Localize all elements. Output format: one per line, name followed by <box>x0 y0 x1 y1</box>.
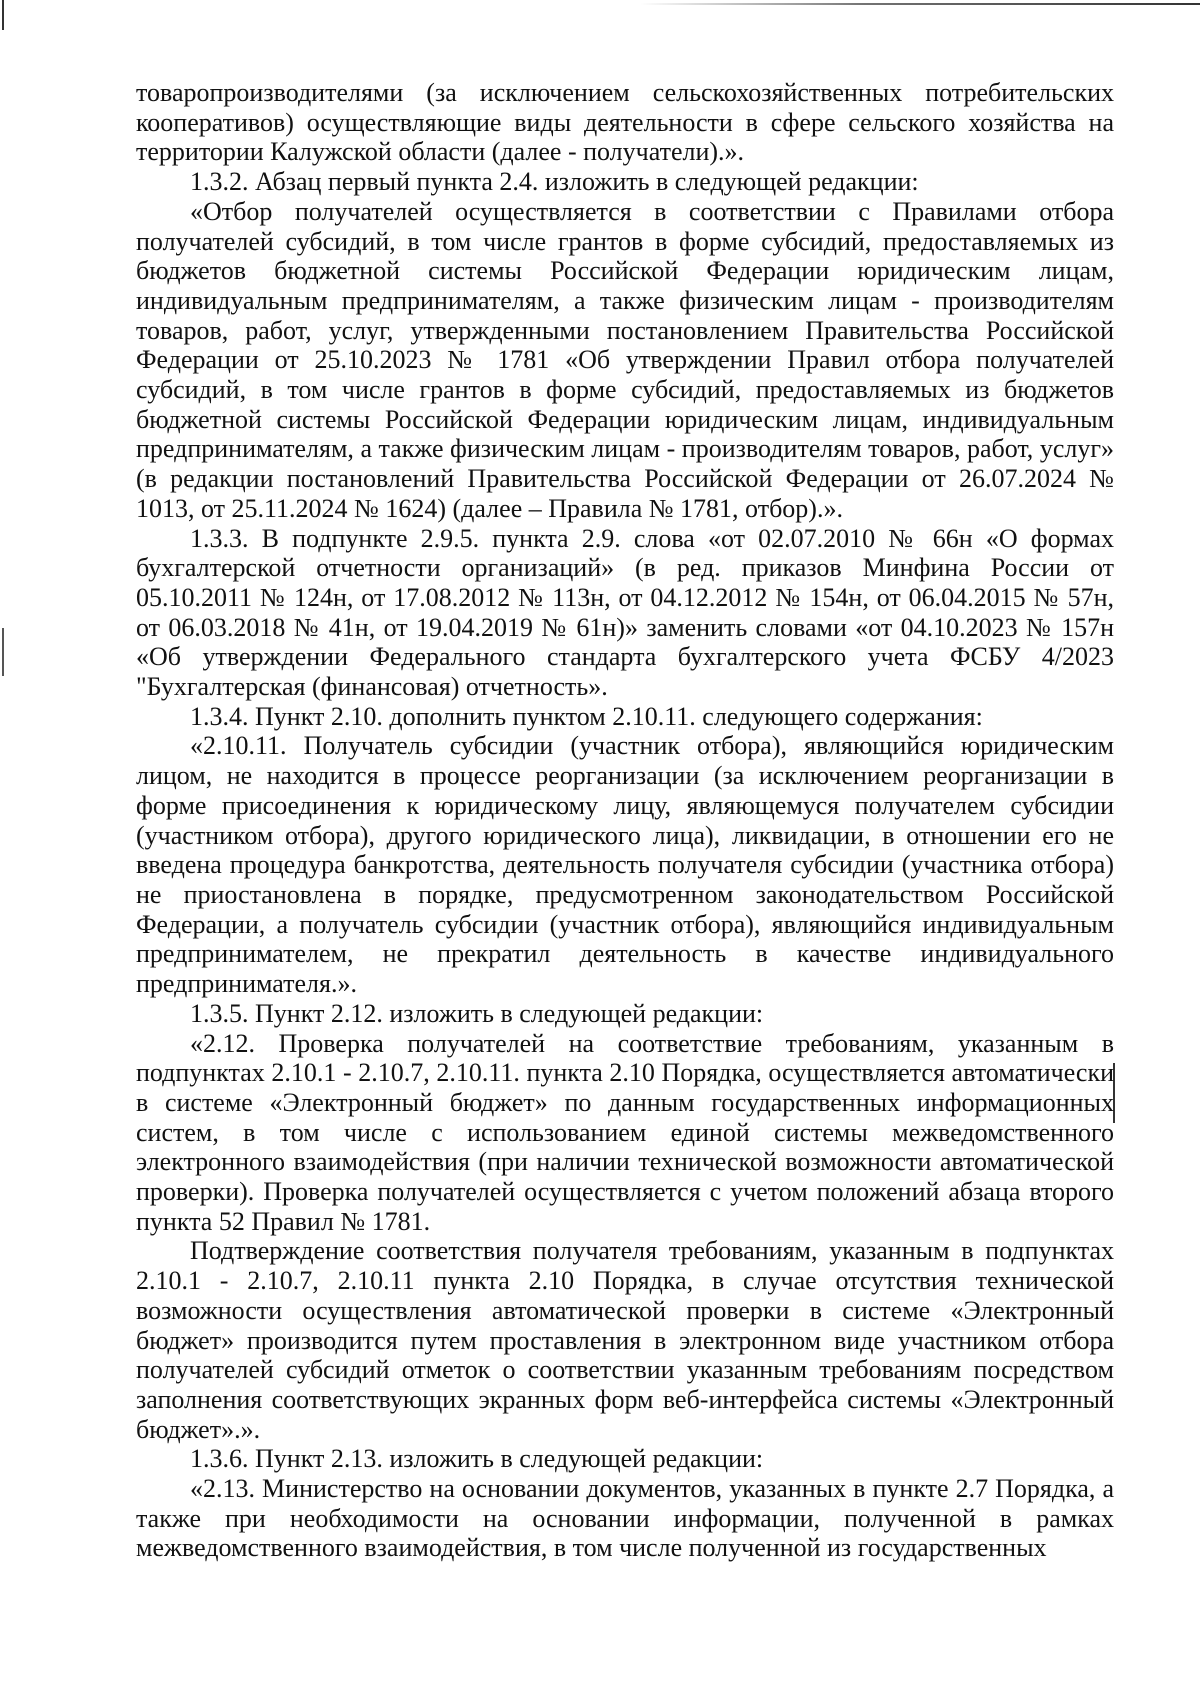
paragraph-item-1-3-3: 1.3.3. В подпункте 2.9.5. пункта 2.9. слова «от 02.07.2010 № 66н «О формах бухгалтерской отчетности организаций» (в ред. приказов Минфина России от 05.10.2011 № 124н, от 17.08.2012 № 113н, от 04.12.2012 № 154н, от 06.04.2015 № 57н, от 06.03.2018 № 41н, от 19.04.2019 № 61н)» заменить словами «от 04.10.2023 № 157н «Об утверждении Федерального стандарта бухгалтерского учета ФСБУ 4/2023 "Бухгалтерская (финансовая) отчетность». <box>136 523 1114 702</box>
paragraph-item-1-3-5: 1.3.5. Пункт 2.12. изложить в следующей редакции: <box>190 998 764 1028</box>
paragraph-item-1-3-4: 1.3.4. Пункт 2.10. дополнить пунктом 2.10.11. следующего содержания: <box>190 701 983 731</box>
scan-margin-mark <box>2 628 4 676</box>
scan-edge-line <box>640 3 1200 5</box>
paragraph-continuation: товаропроизводителями (за исключением сельскохозяйственных потребительских кооперативов) осуществляющие виды деятельности в сфере сельского хозяйства на территории Калужской области (далее - получатели).». <box>136 78 1114 167</box>
scan-margin-mark <box>2 0 4 30</box>
paragraph-quote-2-12: «2.12. Проверка получателей на соответствие требованиям, указанным в подпунктах 2.10.1 - 2.10.7, 2.10.11. пункта 2.10 Порядка, осуществляется автоматически в системе «Электронный бюджет» по данным государственных информационных систем, в том числе с использованием единой системы межведомственного электронного взаимодействия (при наличии технической возможности автоматической проверки). Проверка получателей осуществляется с учетом положений абзаца второго пункта 52 Правил № 1781. <box>136 1028 1114 1236</box>
paragraph-item-1-3-2: 1.3.2. Абзац первый пункта 2.4. изложить в следующей редакции: <box>190 167 919 197</box>
paragraph-item-1-3-6: 1.3.6. Пункт 2.13. изложить в следующей редакции: <box>190 1444 764 1474</box>
paragraph-quote-2-4: «Отбор получателей осуществляется в соответствии с Правилами отбора получателей субсидий, в том числе грантов в форме субсидий, предоставляемых из бюджетов бюджетной системы Российской Федерации юридическим лицам, индивидуальным предпринимателям, а также физическим лицам - производителям товаров, работ, услуг, утвержденными постановлением Правительства Российской Федерации от 25.10.2023 № 1781 «Об утверждении Правил отбора получателей субсидий, в том числе грантов в форме субсидий, предоставляемых из бюджетов бюджетной системы Российской Федерации юридическим лицам, индивидуальным предпринимателям, а также физическим лицам - производителям товаров, работ, услуг» (в редакции постановлений Правительства Российской Федерации от 26.07.2024 № 1013, от 25.11.2024 № 1624) (далее – Правила № 1781, отбор).». <box>136 196 1114 523</box>
document-body <box>136 78 1114 1563</box>
paragraph-quote-2-13: «2.13. Министерство на основании документов, указанных в пункте 2.7 Порядка, а также при необходимости на основании информации, полученной в рамках межведомственного взаимодействия, в том числе полученной из государственных <box>136 1474 1114 1563</box>
paragraph-confirmation: Подтверждение соответствия получателя требованиям, указанным в подпунктах 2.10.1 - 2.10.7, 2.10.11 пункта 2.10 Порядка, в случае отсутствия технической возможности осуществления автоматической проверки в системе «Электронный бюджет» производится путем проставления в электронном виде участником отбора получателей субсидий отметок о соответствии указанным требованиям посредством заполнения соответствующих экранных форм веб-интерфейса системы «Электронный бюджет».». <box>136 1236 1114 1444</box>
paragraph-quote-2-10-11: «2.10.11. Получатель субсидии (участник отбора), являющийся юридическим лицом, не находится в процессе реорганизации (за исключением реорганизации в форме присоединения к юридическому лицу, являющемуся получателем субсидии (участником отбора), другого юридического лица), ликвидации, в отношении его не введена процедура банкротства, деятельность получателя субсидии (участника отбора) не приостановлена в порядке, предусмотренном законодательством Российской Федерации, а получатель субсидии (участник отбора), являющийся индивидуальным предпринимателем, не прекратил деятельность в качестве индивидуального предпринимателя.». <box>136 731 1114 999</box>
